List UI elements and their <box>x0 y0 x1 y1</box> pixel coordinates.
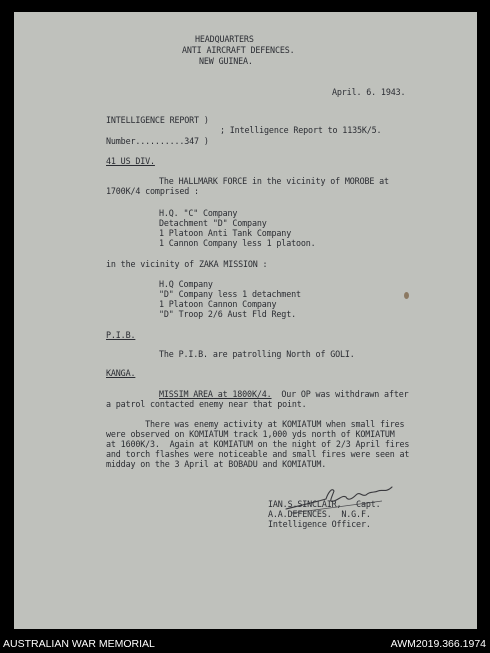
paragraph-line: There was enemy activity at KOMIATUM when small fires <box>106 419 405 429</box>
footer-accession-number: AWM2019.366.1974 <box>390 638 486 650</box>
officer-unit: A.A.DEFENCES. N.G.F. <box>268 509 371 519</box>
list-item: 1 Platoon Cannon Company <box>159 299 277 309</box>
document-page <box>14 12 477 629</box>
list-item: "D" Troop 2/6 Aust Fld Regt. <box>159 309 296 319</box>
header-line-2: ANTI AIRCRAFT DEFENCES. <box>182 45 295 55</box>
section-heading-kanga: KANGA. <box>106 368 136 378</box>
paragraph-line: The P.I.B. are patrolling North of GOLI. <box>159 349 355 359</box>
report-title: INTELLIGENCE REPORT ) <box>106 115 209 125</box>
section-heading-41-us-div: 41 US DIV. <box>106 156 155 166</box>
list-item: Detachment "D" Company <box>159 218 267 228</box>
officer-name: IAN.S.SINCLAIR, Capt. <box>268 499 381 509</box>
header-line-1: HEADQUARTERS <box>195 34 254 44</box>
paragraph-line: midday on the 3 April at BOBADU and KOMIATUM. <box>106 459 327 469</box>
report-date: April. 6. 1943. <box>332 87 406 97</box>
paragraph-line: a patrol contacted enemy near that point. <box>106 399 307 409</box>
report-subtitle: ; Intelligence Report to 1135K/5. <box>220 125 382 135</box>
report-number: Number..........347 ) <box>106 136 209 146</box>
missim-area-text: Our OP was withdrawn after <box>271 389 409 399</box>
paragraph-line: The HALLMARK FORCE in the vicinity of MOROBE at <box>159 176 389 186</box>
paragraph-line: were observed on KOMIATUM track 1,000 yds north of KOMIATUM <box>106 429 395 439</box>
list-item: H.Q Company <box>159 279 213 289</box>
officer-role: Intelligence Officer. <box>268 519 371 529</box>
list-item: 1 Platoon Anti Tank Company <box>159 228 292 238</box>
list-item: "D" Company less 1 detachment <box>159 289 301 299</box>
header-line-3: NEW GUINEA. <box>199 56 253 66</box>
footer-institution: AUSTRALIAN WAR MEMORIAL <box>3 638 155 650</box>
ink-stain <box>404 292 409 299</box>
paragraph-line: in the vicinity of ZAKA MISSION : <box>106 259 268 269</box>
paragraph-line: 1700K/4 comprised : <box>106 186 199 196</box>
paragraph-line <box>159 389 409 399</box>
missim-area-heading: MISSIM AREA at 1800K/4. <box>159 389 272 399</box>
section-heading-pib: P.I.B. <box>106 330 136 340</box>
paragraph-line: and torch flashes were noticeable and small fires were seen at <box>106 449 410 459</box>
paragraph-line: at 1600K/3. Again at KOMIATUM on the night of 2/3 April fires <box>106 439 410 449</box>
list-item: 1 Cannon Company less 1 platoon. <box>159 238 316 248</box>
list-item: H.Q. "C" Company <box>159 208 238 218</box>
